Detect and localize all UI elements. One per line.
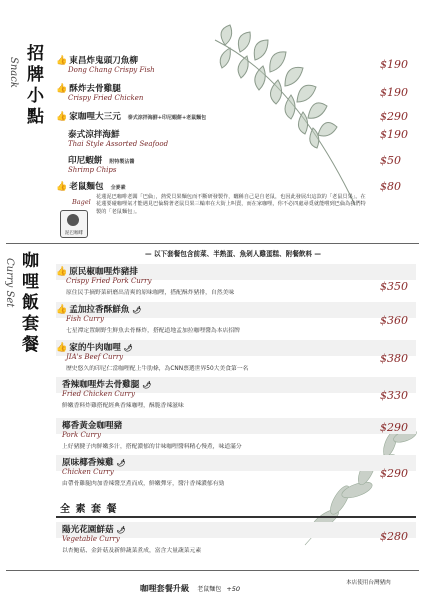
bagel-en: Bagel: [72, 198, 91, 206]
curry-item: 👍 孟加拉香酥鮮魚 🌶 Fish Curry 七星潭定置網野生鮮魚去骨酥炸，搭配道地孟加拉咖哩醬為本店招牌: [56, 305, 240, 334]
snack-item: 泰式涼拌海鮮 Thai Style Assorted Seafood: [68, 130, 169, 148]
veg-divider: [56, 516, 416, 518]
item-price: $190: [380, 86, 408, 99]
curry-item: 👍 家的牛肉咖哩 🌶 JIA's Beef Curry 歷史悠久的印尼仁當咖哩配上牛肋條，為CNN票選世界50大美食第一名: [56, 343, 249, 372]
upgrade-note: 咖哩套餐升級 老鼠麵包 +50: [140, 583, 241, 593]
snack-item: 👍 家咖哩大三元 泰式涼拌海鮮+印尼蝦餅+老鼠麵包: [56, 112, 207, 122]
thumbs-up-icon: 👍: [56, 343, 68, 353]
pork-origin-note: 本店使用台灣豬肉: [346, 580, 391, 586]
item-price: $380: [380, 352, 408, 365]
curry-title-zh: 咖哩飯套餐: [22, 251, 40, 355]
curry-item: 香辣咖哩炸去骨雞腿 🌶 Fried Chicken Curry 鮮嫩香料炸雞搭配經典香辣咖哩，酥脆香辣滋味: [62, 380, 184, 409]
veg-item: 陽光花園鮮菇 🌶 Vegetable Curry 以杏鮑菇、金針菇及新鮮蔬菜煮成，富含大量蔬菜元素: [62, 525, 202, 554]
item-price: $280: [380, 530, 408, 543]
set-includes-banner: — 以下套餐包含前菜、半熟蛋、魚剁人雞蛋糕、附餐飲料 —: [144, 250, 322, 258]
chili-icon: 🌶: [116, 526, 126, 534]
item-price: $330: [380, 389, 408, 402]
curry-item: 👍 原民椒咖哩炸豬排 Crispy Fried Pork Curry 原住民手摘野菜研磨出清爽的原味咖哩，搭配酥炸豬排，自然美味: [56, 267, 235, 296]
item-price: $50: [380, 154, 401, 167]
footer-divider: [6, 570, 419, 571]
thumbs-up-icon: 👍: [56, 84, 68, 94]
snack-title-zh: 招牌小點: [27, 44, 45, 127]
chili-icon: 🌶: [142, 381, 152, 389]
thumbs-up-icon: 👍: [56, 182, 68, 192]
curry-section-title: [22, 251, 42, 356]
chili-icon: 🌶: [132, 306, 142, 314]
snack-item: 印尼蝦餅 附特製沾醬 Shrimp Chips: [68, 156, 135, 174]
bagel-description: 花蓮泥巴咖啡老闆「巴倫」，熱愛貝果麵包而不斷研發製作，曬稱自己是自老鼠，也因此發展出這款的「老鼠貝果」。在花蓮要碰咖哩氣才能遇見巴倫騎著老鼠貝果三輪車在大街上叫賣，而在家咖哩，你不必四處尋覓就能嚐到巴倫為我們特製的「老鼠麵包」。: [96, 194, 366, 215]
snack-title-en: Snack: [8, 57, 19, 88]
item-price: $360: [380, 314, 408, 327]
item-price: $190: [380, 128, 408, 141]
thumbs-up-icon: 👍: [56, 305, 68, 315]
thumbs-up-icon: 👍: [56, 56, 68, 66]
chili-icon: 🌶: [123, 344, 133, 352]
curry-item: 椰香黃金咖哩豬 Pork Curry 上好豬腱子肉鮮嫩多汁，搭配濃郁的甘味咖哩醬料精心慢煮，味道滿分: [62, 421, 242, 450]
chili-icon: 🌶: [116, 459, 126, 467]
snack-section-title: [27, 44, 47, 128]
curry-title-en: Curry Set: [4, 258, 15, 308]
thumbs-up-icon: 👍: [56, 112, 68, 122]
snack-item: 👍 東昌炸鬼頭刀魚柳 Dong Chang Crispy Fish: [56, 56, 155, 74]
item-price: $290: [380, 421, 408, 434]
snack-item: 👍 老鼠麵包 全麥素: [56, 182, 126, 192]
thumbs-up-icon: 👍: [56, 267, 68, 277]
item-price: $80: [380, 180, 401, 193]
mud-coffee-logo: 泥巴咖啡: [60, 210, 88, 238]
item-price: $350: [380, 280, 408, 293]
fern-leaf-illustration: [205, 20, 405, 210]
item-price: $290: [380, 110, 408, 123]
item-price: $290: [380, 467, 408, 480]
snack-item: 👍 酥炸去骨雞腿 Crispy Fried Chicken: [56, 84, 144, 102]
curry-item: 原味椰香辣雞 🌶 Chicken Curry 由帶骨雞腿肉加香辣醬烹煮而成，鮮嫩彈牙，醬汁香辣濃郁有勁: [62, 458, 225, 487]
section-divider: [6, 243, 419, 244]
item-price: $190: [380, 58, 408, 71]
vegetarian-set-title: 全 素 套 餐: [60, 504, 118, 515]
